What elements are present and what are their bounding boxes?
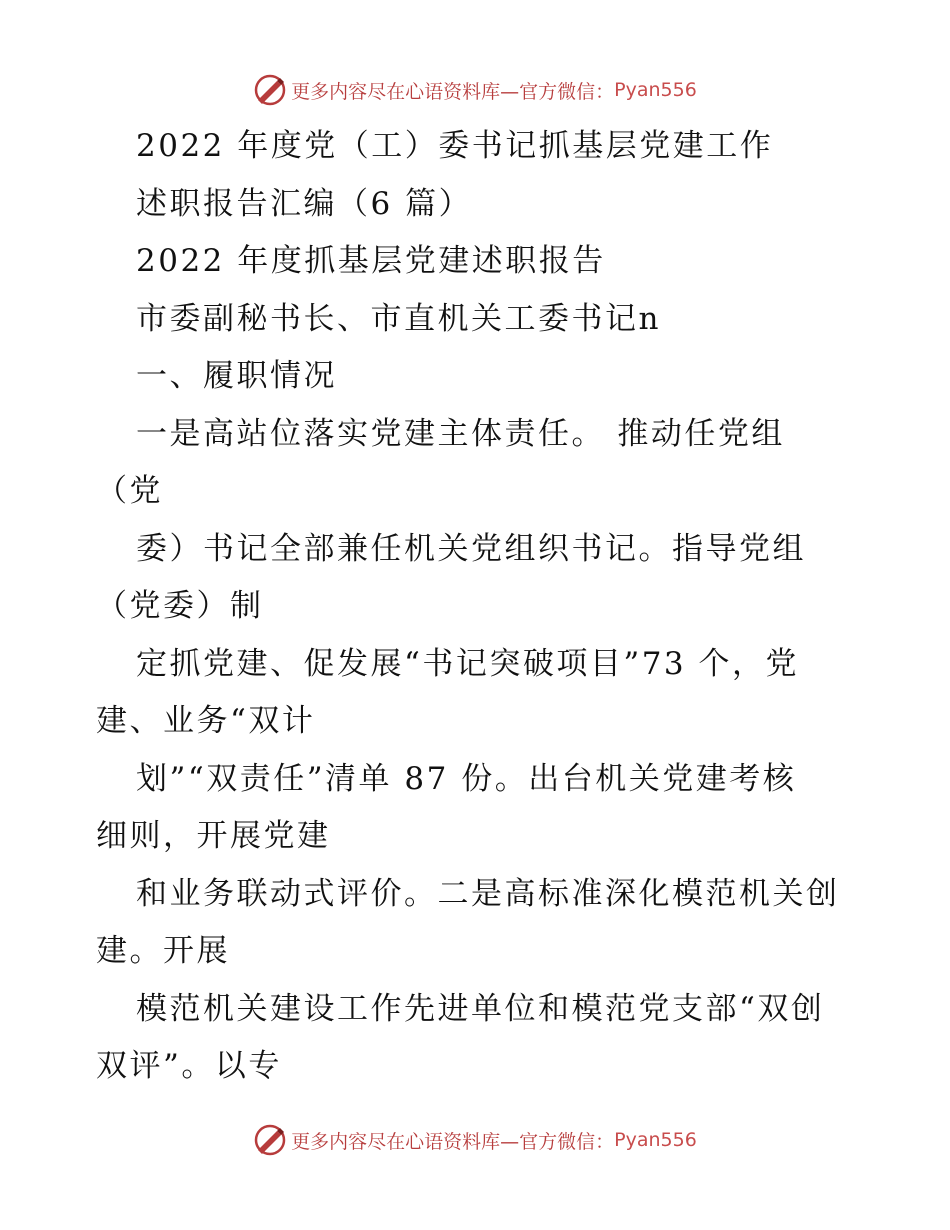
- text-line: 划”“双责任”清单 87 份。出台机关党建考核: [136, 760, 797, 797]
- text-line: 述职报告汇编（6 篇）: [136, 185, 473, 222]
- header-wechat-id: Pyan556: [614, 79, 697, 101]
- footer-watermark: [0, 1120, 950, 1160]
- text-line: （党: [96, 473, 163, 509]
- text-line: 建。开展: [96, 933, 230, 969]
- text-line: 细则，开展党建: [96, 818, 331, 854]
- text-line: 2022 年度党（工）委书记抓基层党建工作: [136, 128, 774, 164]
- text-line: 一是高站位落实党建主体责任。 推动任党组: [136, 415, 785, 452]
- text-line: 市委副秘书长、市直机关工委书记n: [136, 300, 661, 337]
- footer-wechat-id: Pyan556: [614, 1129, 697, 1151]
- text-line: 一、履职情况: [136, 358, 337, 394]
- text-line: 双评”。以专: [96, 1048, 282, 1084]
- pen-logo-icon: [253, 73, 287, 107]
- pen-logo-icon: [253, 1123, 287, 1157]
- document-body: [96, 118, 866, 1096]
- header-watermark: [0, 70, 950, 110]
- text-line: 委）书记全部兼任机关党组织书记。指导党组: [136, 530, 806, 567]
- text-line: 模范机关建设工作先进单位和模范党支部“双创: [136, 990, 825, 1027]
- footer-text: 更多内容尽在心语资料库—官方微信：: [291, 1130, 615, 1153]
- text-line: （党委）制: [96, 588, 264, 624]
- text-line: 建、业务“双计: [96, 703, 316, 739]
- text-line: 定抓党建、促发展“书记突破项目”73 个，党: [136, 645, 799, 682]
- header-text: 更多内容尽在心语资料库—官方微信：: [291, 80, 615, 103]
- text-line: 和业务联动式评价。二是高标准深化模范机关创: [136, 875, 840, 912]
- text-line: 2022 年度抓基层党建述职报告: [136, 243, 606, 279]
